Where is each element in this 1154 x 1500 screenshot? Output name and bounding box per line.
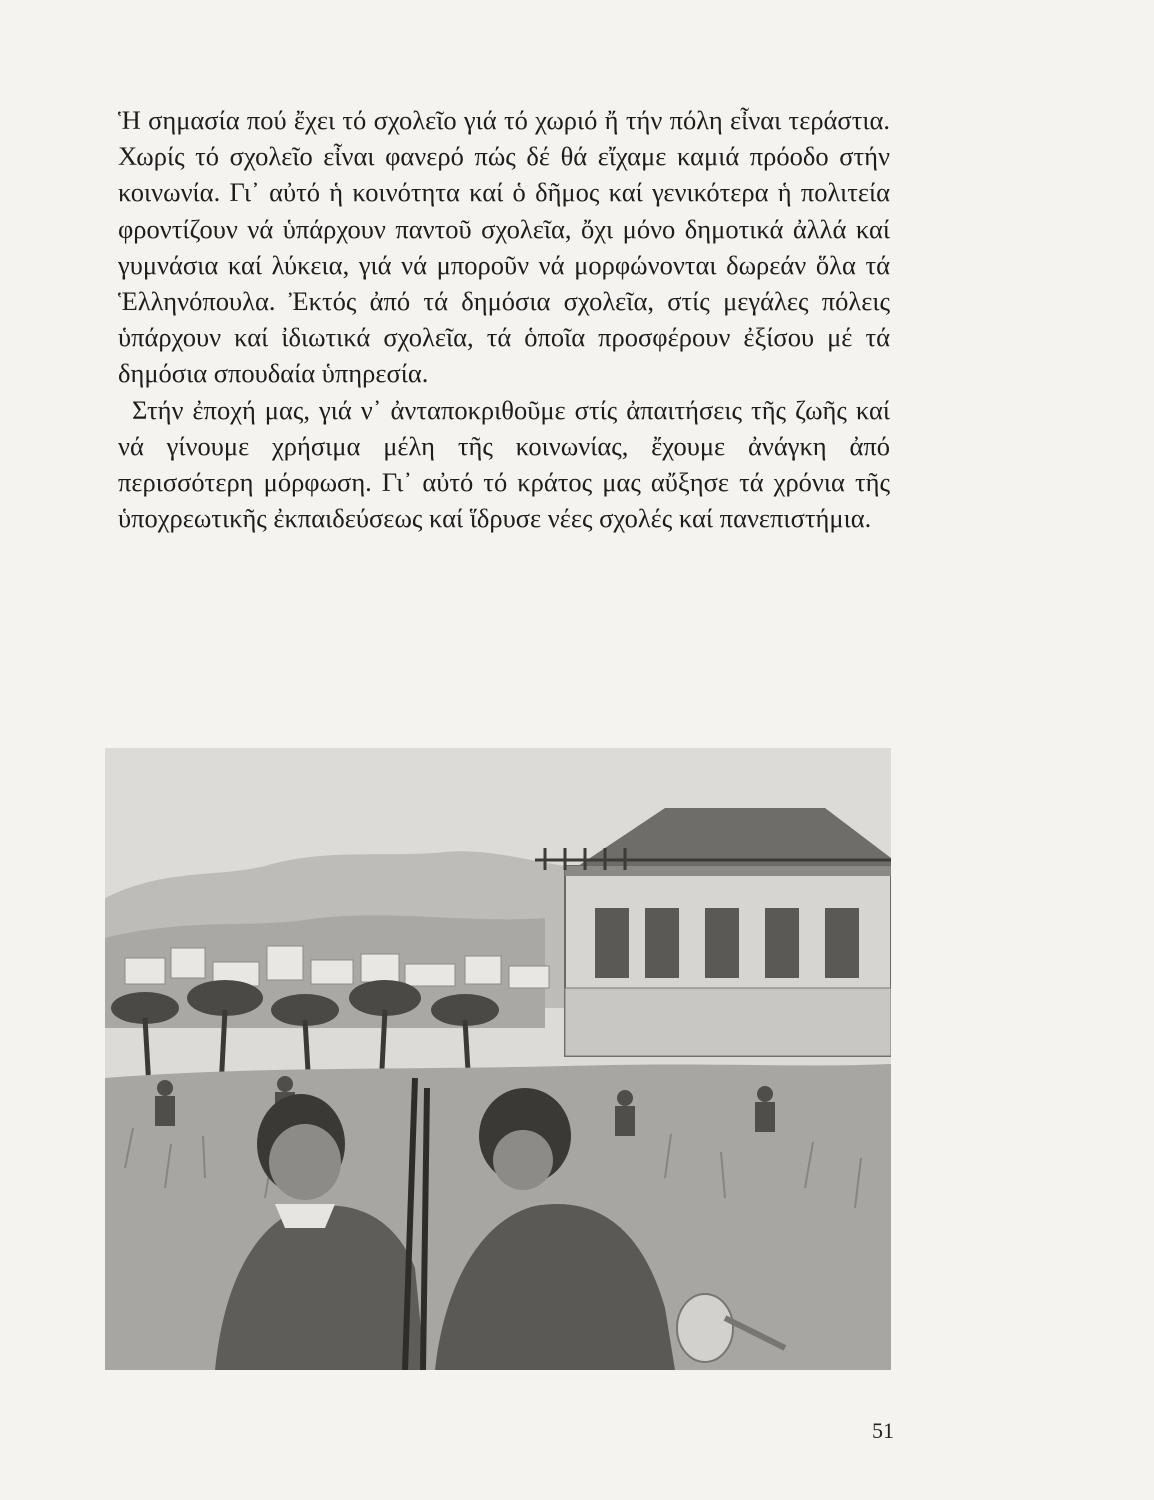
school-building <box>565 808 891 1056</box>
paragraph-2: Στήν ἐποχή μας, γιά ν᾽ ἀνταποκριθοῦμε στίς ἀπαιτήσεις τῆς ζωῆς καί νά γίνουμε χρήσιμα μέλη τῆς κοινωνίας, ἔχουμε ἀνάγκη ἀπό περισσότερη μόρφωση. Γι᾽ αὐτό τό κράτος μας αὔξησε τά χρόνια τῆς ὑποχρεωτικῆς ἐκπαιδεύσεως καί ἵδρυσε νέες σχολές καί πανεπιστήμια. <box>118 394 890 534</box>
body-text <box>118 102 890 536</box>
page-number: 51 <box>872 1418 894 1443</box>
illustration-drawing <box>105 748 891 1370</box>
school-illustration <box>105 748 891 1370</box>
paragraph-1: Ἡ σημασία πού ἔχει τό σχολεῖο γιά τό χωριό ἤ τήν πόλη εἶναι τεράστια. Χωρίς τό σχολεῖο εἶναι φανερό πώς δέ θά εἴχαμε καμιά πρόοδο στήν κοινωνία. Γι᾽ αὐτό ἡ κοινότητα καί ὁ δῆμος καί γενικότερα ἡ πολιτεία φροντίζουν νά ὑπάρχουν παντοῦ σχολεῖα, ὄχι μόνο δημοτικά ἀλλά καί γυμνάσια καί λύκεια, γιά νά μποροῦν νά μορφώνονται δωρεάν ὅλα τά Ἑλληνόπουλα. Ἐκτός ἀπό τά δημόσια σχολεῖα, στίς μεγάλες πόλεις ὑπάρχουν καί ἰδιωτικά σχολεῖα, τά ὁποῖα προσφέρουν ἐξίσου μέ τά δημόσια σπουδαία ὑπηρεσία. <box>118 105 890 389</box>
